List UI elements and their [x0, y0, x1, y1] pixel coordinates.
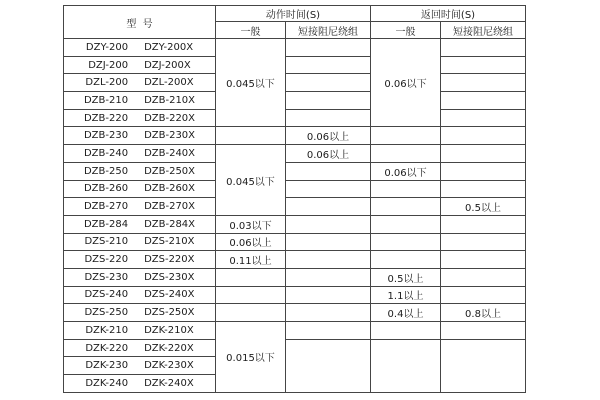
table-row [64, 339, 526, 357]
model-name: DZB-250 [83, 165, 129, 177]
model-cell [64, 39, 216, 57]
table-row [64, 109, 526, 127]
action-general-cell [216, 286, 286, 304]
header-return-damping: 短接阻尼绕组 [441, 22, 526, 39]
model-name-x: DZS-220X [144, 254, 195, 266]
return-general-cell [371, 127, 441, 145]
model-name: DZK-230 [85, 360, 129, 372]
action-general-cell: 0.11以上 [216, 251, 286, 269]
return-damping-cell [441, 286, 526, 304]
return-general-cell [371, 322, 441, 340]
model-name-x: DZS-240X [144, 289, 195, 301]
model-name-x: DZK-210X [144, 324, 194, 336]
action-damping-cell [286, 286, 371, 304]
model-cell [64, 304, 216, 322]
model-name-x: DZB-230X [144, 130, 196, 142]
table-row [64, 198, 526, 216]
model-cell [64, 109, 216, 127]
action-damping-cell [286, 304, 371, 322]
header-return-time: 返回时间(S) [371, 6, 526, 22]
model-cell [64, 162, 216, 180]
return-damping-cell [441, 233, 526, 251]
model-name: DZB-260 [83, 183, 129, 195]
return-damping-cell [441, 162, 526, 180]
model-cell [64, 56, 216, 74]
model-cell [64, 127, 216, 145]
action-general-cell: 0.015以下 [216, 322, 286, 393]
model-name: DZB-270 [83, 201, 129, 213]
model-cell [64, 268, 216, 286]
model-name: DZS-230 [84, 271, 129, 283]
action-general-cell: 0.06以上 [216, 233, 286, 251]
model-name-x: DZY-200X [144, 41, 194, 53]
return-general-cell [371, 339, 441, 392]
model-name: DZB-220 [83, 112, 129, 124]
table-row [64, 180, 526, 198]
return-damping-cell [441, 145, 526, 163]
return-damping-cell: 0.5以上 [441, 198, 526, 216]
model-cell [64, 74, 216, 92]
return-general-cell: 0.4以上 [371, 304, 441, 322]
return-general-cell [371, 215, 441, 233]
model-cell [64, 375, 216, 393]
table-row [64, 74, 526, 92]
model-name: DZY-200 [85, 41, 129, 53]
model-name-x: DZB-270X [144, 201, 196, 213]
action-damping-cell [286, 180, 371, 198]
action-damping-cell [286, 92, 371, 110]
model-cell [64, 251, 216, 269]
model-name-x: DZK-230X [144, 360, 194, 372]
model-name-x: DZB-284X [144, 218, 196, 230]
table-row [64, 145, 526, 163]
model-name-x: DZS-230X [144, 271, 195, 283]
model-name-x: DZK-240X [144, 377, 194, 389]
model-name-x: DZB-260X [144, 183, 196, 195]
model-name-x: DZB-220X [144, 112, 196, 124]
return-general-cell: 1.1以上 [371, 286, 441, 304]
spec-table-wrapper [63, 5, 526, 393]
header-return-general: 一般 [371, 22, 441, 39]
action-damping-cell [286, 56, 371, 74]
model-name: DZB-210 [83, 94, 129, 106]
action-general-cell: 0.03以下 [216, 215, 286, 233]
return-damping-cell [441, 109, 526, 127]
model-cell [64, 233, 216, 251]
table-row [64, 268, 526, 286]
model-cell [64, 357, 216, 375]
return-damping-cell [441, 215, 526, 233]
return-damping-cell [441, 74, 526, 92]
return-damping-cell [441, 180, 526, 198]
table-row [64, 162, 526, 180]
model-name: DZB-230 [83, 130, 129, 142]
return-general-cell: 0.5以上 [371, 268, 441, 286]
action-damping-cell: 0.06以上 [286, 145, 371, 163]
table-row [64, 304, 526, 322]
model-cell [64, 339, 216, 357]
return-damping-cell [441, 39, 526, 57]
action-general-cell [216, 304, 286, 322]
action-damping-cell [286, 339, 371, 392]
model-name: DZK-240 [85, 377, 129, 389]
return-general-cell: 0.06以下 [371, 39, 441, 127]
header-action-time: 动作时间(S) [216, 6, 371, 22]
return-general-cell [371, 145, 441, 163]
return-general-cell [371, 251, 441, 269]
action-damping-cell [286, 109, 371, 127]
header-action-damping: 短接阻尼绕组 [286, 22, 371, 39]
action-damping-cell [286, 268, 371, 286]
action-damping-cell: 0.06以上 [286, 127, 371, 145]
action-general-cell [216, 268, 286, 286]
table-row [64, 56, 526, 74]
model-name: DZS-240 [84, 289, 129, 301]
return-damping-cell [441, 251, 526, 269]
return-damping-cell [441, 268, 526, 286]
model-cell [64, 145, 216, 163]
model-name-x: DZJ-200X [144, 59, 191, 71]
model-name: DZJ-200 [88, 59, 129, 71]
action-general-cell [216, 127, 286, 145]
model-cell [64, 322, 216, 340]
action-general-cell: 0.045以下 [216, 39, 286, 127]
table-row [64, 92, 526, 110]
action-damping-cell [286, 322, 371, 340]
model-name-x: DZS-210X [144, 236, 195, 248]
header-action-general: 一般 [216, 22, 286, 39]
return-general-cell: 0.06以下 [371, 162, 441, 180]
model-name: DZK-220 [85, 342, 129, 354]
model-name: DZB-240 [83, 147, 129, 159]
return-damping-cell [441, 127, 526, 145]
return-general-cell [371, 180, 441, 198]
model-cell [64, 198, 216, 216]
model-cell [64, 286, 216, 304]
action-damping-cell [286, 162, 371, 180]
model-cell [64, 215, 216, 233]
model-name-x: DZB-240X [144, 147, 196, 159]
return-damping-cell [441, 56, 526, 74]
table-row [64, 322, 526, 340]
action-damping-cell [286, 39, 371, 57]
model-name: DZB-284 [83, 218, 129, 230]
return-damping-cell [441, 92, 526, 110]
relay-spec-table [63, 5, 526, 393]
header-model: 型 号 [64, 6, 216, 39]
model-name: DZS-210 [84, 236, 129, 248]
action-general-cell: 0.045以下 [216, 145, 286, 216]
return-damping-cell: 0.8以上 [441, 304, 526, 322]
model-name-x: DZL-200X [144, 77, 194, 89]
action-damping-cell [286, 233, 371, 251]
model-cell [64, 180, 216, 198]
model-name-x: DZK-220X [144, 342, 194, 354]
table-row [64, 127, 526, 145]
action-damping-cell [286, 198, 371, 216]
model-name-x: DZB-210X [144, 94, 196, 106]
action-damping-cell [286, 251, 371, 269]
model-name: DZL-200 [85, 77, 129, 89]
return-general-cell [371, 233, 441, 251]
model-name: DZS-250 [84, 307, 129, 319]
model-name: DZS-220 [84, 254, 129, 266]
table-row [64, 215, 526, 233]
action-damping-cell [286, 215, 371, 233]
model-name-x: DZB-250X [144, 165, 196, 177]
action-damping-cell [286, 74, 371, 92]
return-general-cell [371, 198, 441, 216]
model-name-x: DZS-250X [144, 307, 195, 319]
return-damping-cell [441, 322, 526, 340]
table-row [64, 39, 526, 57]
model-cell [64, 92, 216, 110]
model-name: DZK-210 [85, 324, 129, 336]
return-damping-cell [441, 339, 526, 392]
table-row [64, 286, 526, 304]
table-row [64, 233, 526, 251]
table-row [64, 251, 526, 269]
